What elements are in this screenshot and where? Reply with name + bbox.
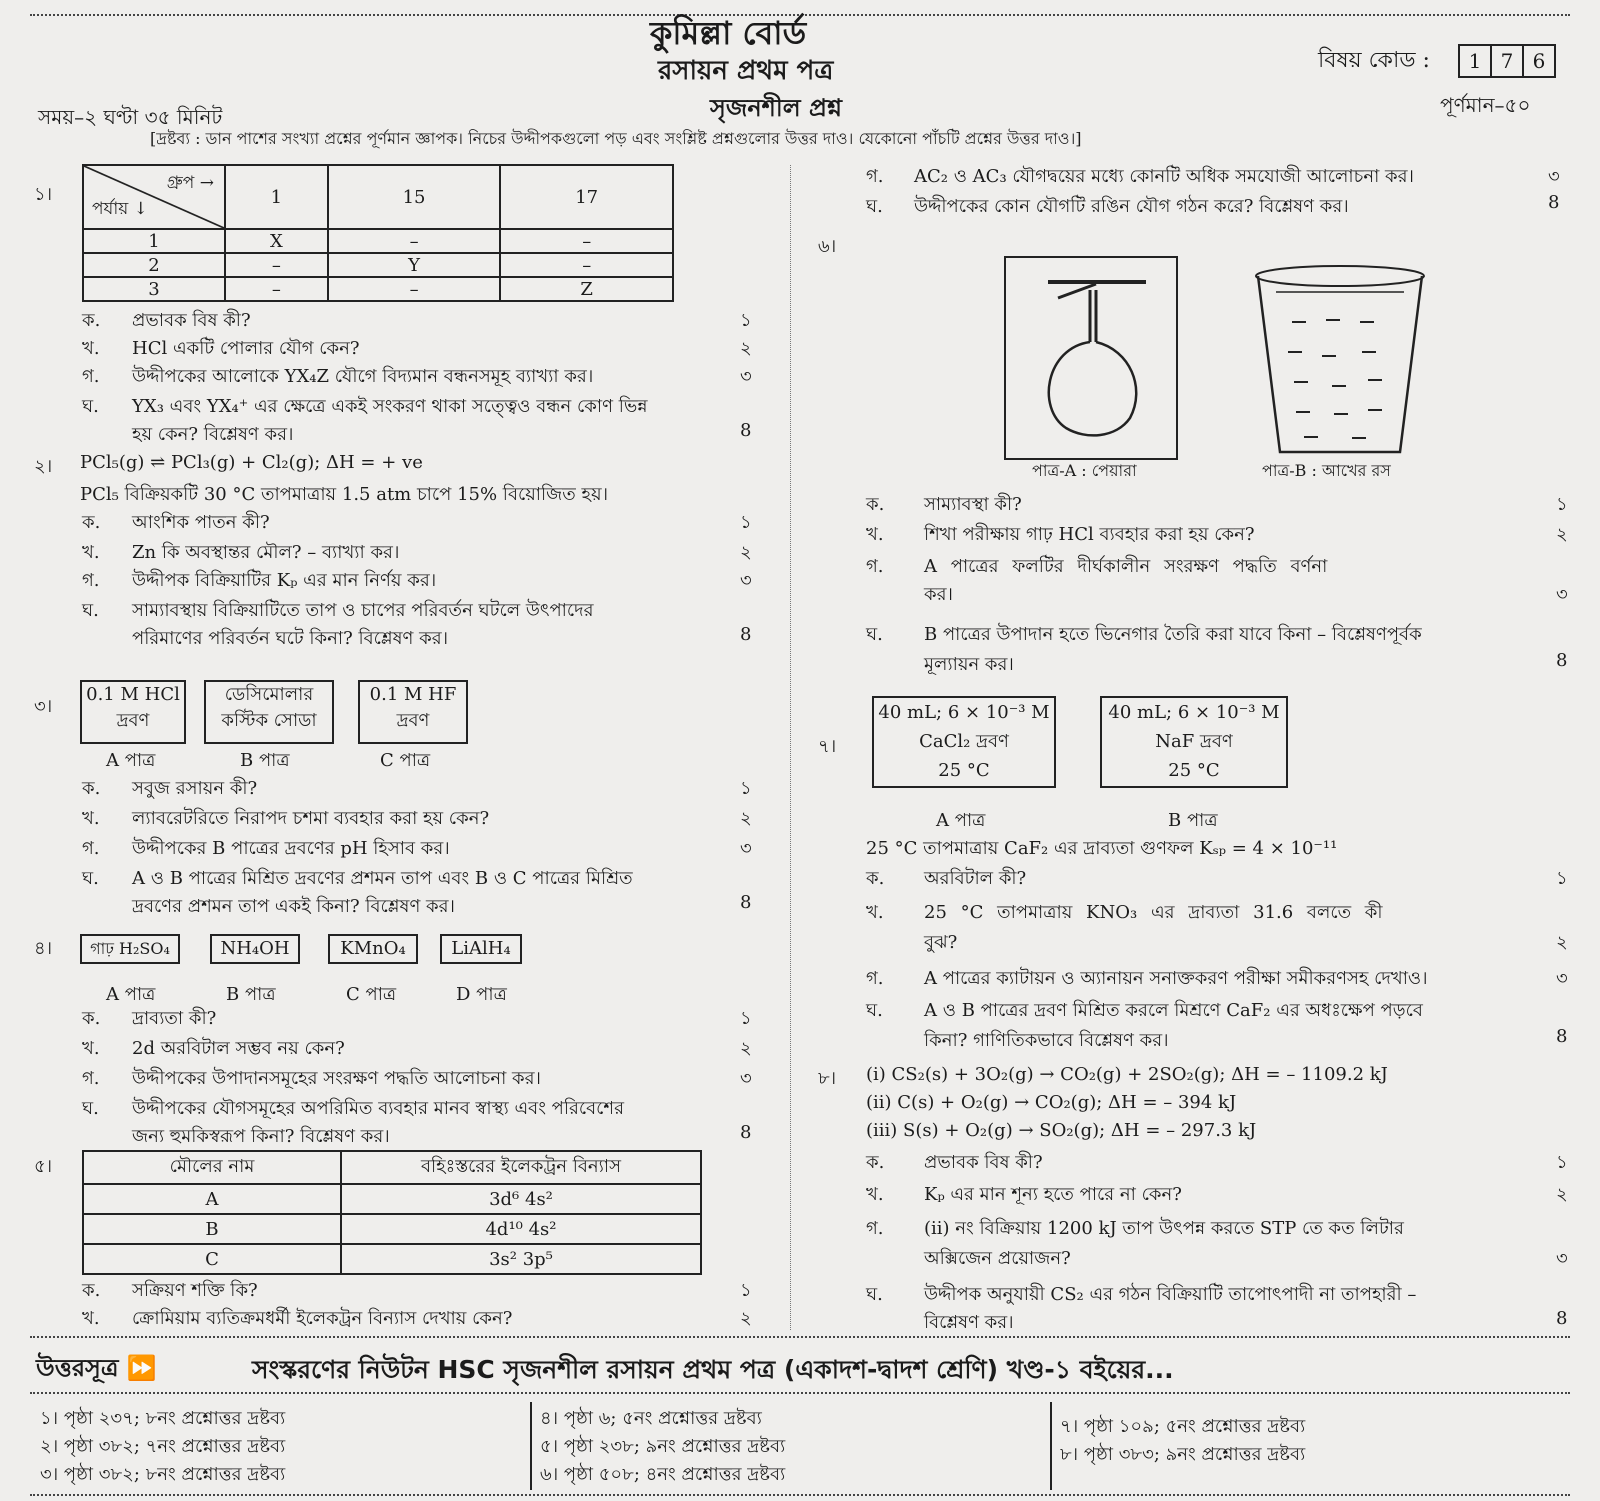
thermo-equation: (iii) S(s) + O₂(g) → SO₂(g); ΔH = – 297.3 kJ bbox=[866, 1120, 1257, 1141]
container-box-c bbox=[358, 680, 468, 744]
part-label: খ. bbox=[82, 338, 100, 359]
part-mark: ২ bbox=[740, 1038, 752, 1059]
part-text: A পাত্রের ফলটির দীর্ঘকালীন সংরক্ষণ পদ্ধতি বর্ণনা bbox=[924, 556, 1328, 577]
table-cell: B bbox=[83, 1214, 341, 1244]
box-caption: C পাত্র bbox=[380, 750, 431, 771]
part-mark: ৩ bbox=[740, 366, 752, 387]
part-mark: ২ bbox=[740, 338, 752, 359]
column-header: বহিঃস্তরের ইলেকট্রন বিন্যাস bbox=[341, 1151, 701, 1184]
solution-box-a bbox=[872, 696, 1056, 788]
subject-code-boxes bbox=[1458, 44, 1556, 78]
part-label: খ. bbox=[866, 1184, 884, 1205]
part-mark: ২ bbox=[740, 1308, 752, 1329]
part-label: খ. bbox=[82, 1308, 100, 1329]
table-cell: – bbox=[328, 229, 501, 253]
part-mark: ২ bbox=[1556, 1184, 1568, 1205]
part-mark: 8 bbox=[740, 892, 752, 913]
box-line: 40 mL; 6 × 10⁻³ M bbox=[878, 702, 1050, 723]
answer-ref-item: ৩। পৃষ্ঠা ৩৮২; ৮নং প্রশ্নোত্তর দ্রষ্টব্য bbox=[40, 1464, 286, 1485]
footer-divider bbox=[1050, 1402, 1052, 1490]
table-cell: 3d⁶ 4s² bbox=[341, 1184, 701, 1214]
instruction-note: [দ্রষ্টব্য : ডান পাশের সংখ্যা প্রশ্নের পূর্ণমান জ্ঞাপক। নিচের উদ্দীপকগুলো পড় এবং সংশ্লিষ্ট প্রশ্নগুলোর উত্তর দাও। যেকোনো পাঁচটি প্রশ্নের উত্তর দাও।] bbox=[150, 129, 1082, 148]
part-text: প্রভাবক বিষ কী? bbox=[924, 1152, 1043, 1173]
part-text-cont: জন্য হুমকিস্বরূপ কিনা? বিশ্লেষণ কর। bbox=[132, 1126, 390, 1147]
table-cell: Y bbox=[328, 253, 501, 277]
box-caption: B পাত্র bbox=[1168, 810, 1218, 831]
answer-ref-item: ৬। পৃষ্ঠা ৫০৮; ৪নং প্রশ্নোত্তর দ্রষ্টব্য bbox=[540, 1464, 786, 1485]
part-mark: ১ bbox=[740, 512, 752, 533]
column-header: মৌলের নাম bbox=[83, 1151, 341, 1184]
answer-ref-item: ১। পৃষ্ঠা ২৩৭; ৮নং প্রশ্নোত্তর দ্রষ্টব্য bbox=[40, 1408, 286, 1429]
part-mark: ৩ bbox=[740, 838, 752, 859]
table-cell: 2 bbox=[83, 253, 225, 277]
part-text: A পাত্রের ক্যাটায়ন ও অ্যানায়ন সনাক্তকরণ পরীক্ষা সমীকরণসহ দেখাও। bbox=[924, 968, 1428, 989]
box-line: 25 °C bbox=[1168, 760, 1220, 781]
part-text: YX₃ এবং YX₄⁺ এর ক্ষেত্রে একই সংকরণ থাকা সত্ত্বেও বন্ধন কোণ ভিন্ন bbox=[132, 396, 648, 417]
part-mark: ১ bbox=[1556, 868, 1568, 889]
table-cell: A bbox=[83, 1184, 341, 1214]
answer-ref-item: ৭। পৃষ্ঠা ১০৯; ৫নং প্রশ্নোত্তর দ্রষ্টব্য bbox=[1060, 1416, 1306, 1437]
part-text: A ও B পাত্রের মিশ্রিত দ্রবণের প্রশমন তাপ এবং B ও C পাত্রের মিশ্রিত bbox=[132, 868, 633, 889]
part-label: গ. bbox=[866, 968, 884, 989]
question-number: ৬। bbox=[818, 236, 837, 257]
part-text: আংশিক পাতন কী? bbox=[132, 512, 270, 533]
table-cell: – bbox=[225, 253, 328, 277]
subject-code-label: বিষয় কোড : bbox=[1318, 48, 1430, 73]
part-mark: ২ bbox=[1556, 524, 1568, 545]
part-text: Kₚ এর মান শূন্য হতে পারে না কেন? bbox=[924, 1184, 1182, 1205]
part-label: ঘ. bbox=[82, 1098, 99, 1119]
part-text-cont: পরিমাণের পরিবর্তন ঘটে কিনা? বিশ্লেষণ কর। bbox=[132, 628, 449, 649]
part-text: AC₂ ও AC₃ যৌগদ্বয়ের মধ্যে কোনটি অধিক সমযোজী আলোচনা কর। bbox=[914, 166, 1414, 187]
answer-ref-item: ৮। পৃষ্ঠা ৩৮৩; ৯নং প্রশ্নোত্তর দ্রষ্টব্য bbox=[1060, 1444, 1306, 1465]
part-text: অরবিটাল কী? bbox=[924, 868, 1027, 889]
part-label: ক. bbox=[866, 1152, 885, 1173]
part-text: উদ্দীপক বিক্রিয়াটির Kₚ এর মান নির্ণয় কর। bbox=[132, 570, 437, 591]
part-label: গ. bbox=[866, 166, 884, 187]
table-cell: – bbox=[500, 229, 673, 253]
part-label: ঘ. bbox=[866, 1284, 883, 1305]
part-label: গ. bbox=[82, 1068, 100, 1089]
box-line: NH₄OH bbox=[220, 938, 290, 959]
part-text: উদ্দীপক অনুযায়ী CS₂ এর গঠন বিক্রিয়াটি তাপোৎপাদী না তাপহারী – bbox=[924, 1284, 1417, 1305]
part-label: খ. bbox=[866, 902, 884, 923]
part-text-cont: বুঝ? bbox=[924, 932, 958, 953]
part-text-cont: মূল্যায়ন কর। bbox=[924, 654, 1014, 675]
part-text: ল্যাবরেটরিতে নিরাপদ চশমা ব্যবহার করা হয় কেন? bbox=[132, 808, 490, 829]
answer-ref-item: ২। পৃষ্ঠা ৩৮২; ৭নং প্রশ্নোত্তর দ্রষ্টব্য bbox=[40, 1436, 286, 1457]
part-text: উদ্দীপকের যৌগসমূহের অপরিমিত ব্যবহার মানব স্বাস্থ্য এবং পরিবেশের bbox=[132, 1098, 624, 1119]
part-mark: ১ bbox=[740, 310, 752, 331]
figure-caption: পাত্র-B : আখের রস bbox=[1262, 461, 1391, 480]
box-caption: D পাত্র bbox=[456, 984, 507, 1005]
table-cell: – bbox=[328, 277, 501, 301]
part-mark: 8 bbox=[1556, 1026, 1568, 1047]
question-number: ৪। bbox=[34, 938, 53, 959]
column-divider bbox=[790, 165, 791, 1330]
part-text: উদ্দীপকের B পাত্রের দ্রবণের pH হিসাব কর। bbox=[132, 838, 450, 859]
table-cell: C bbox=[83, 1244, 341, 1274]
box-line: 25 °C bbox=[938, 760, 990, 781]
footer-rule-top bbox=[30, 1336, 1570, 1338]
part-text-cont: হয় কেন? বিশ্লেষণ কর। bbox=[132, 424, 294, 445]
part-text-cont: অক্সিজেন প্রয়োজন? bbox=[924, 1248, 1071, 1269]
box-line: KMnO₄ bbox=[340, 938, 406, 959]
part-text: HCl একটি পোলার যৌগ কেন? bbox=[132, 338, 360, 359]
question-number: ৭। bbox=[818, 736, 837, 757]
part-label: ক. bbox=[82, 778, 101, 799]
part-mark: ৩ bbox=[1556, 1248, 1568, 1269]
part-text: Zn কি অবস্থান্তর মৌল? – ব্যাখ্যা কর। bbox=[132, 542, 400, 563]
part-text: (ii) নং বিক্রিয়ায় 1200 kJ তাপ উৎপন্ন করতে STP তে কত লিটার bbox=[924, 1218, 1404, 1239]
answer-reference-title: সংস্করণের নিউটন HSC সৃজনশীল রসায়ন প্রথম পত্র (একাদশ-দ্বাদশ শ্রেণি) খণ্ড-১ বইয়ের... bbox=[252, 1355, 1174, 1384]
box-line: 40 mL; 6 × 10⁻³ M bbox=[1108, 702, 1280, 723]
part-label: ঘ. bbox=[82, 600, 99, 621]
table-cell: Z bbox=[500, 277, 673, 301]
part-label: খ. bbox=[866, 524, 884, 545]
part-mark: 8 bbox=[740, 624, 752, 645]
part-label: খ. bbox=[82, 1038, 100, 1059]
part-text-cont: কর। bbox=[924, 584, 953, 605]
question-stem: 25 °C তাপমাত্রায় CaF₂ এর দ্রাব্যতা গুণফল Kₛₚ = 4 × 10⁻¹¹ bbox=[866, 838, 1338, 859]
box-caption: A পাত্র bbox=[106, 750, 156, 771]
part-mark: 8 bbox=[740, 420, 752, 441]
part-mark: 8 bbox=[1556, 1308, 1568, 1329]
part-label: গ. bbox=[866, 556, 884, 577]
part-text-cont: বিশ্লেষণ কর। bbox=[924, 1312, 1014, 1333]
part-mark: ৩ bbox=[1548, 166, 1560, 187]
figure-caption: পাত্র-A : পেয়ারা bbox=[1032, 461, 1137, 480]
box-caption: B পাত্র bbox=[240, 750, 290, 771]
part-label: ক. bbox=[866, 868, 885, 889]
container-box-b bbox=[210, 934, 300, 964]
part-mark: ৩ bbox=[740, 1068, 752, 1089]
part-label: গ. bbox=[82, 366, 100, 387]
column-header: 1 bbox=[225, 165, 328, 229]
period-header: পর্যায় ↓ bbox=[92, 199, 148, 219]
subject-code-digit: 1 bbox=[1458, 44, 1492, 78]
part-text: সাম্যাবস্থায় বিক্রিয়াটিতে তাপ ও চাপের পরিবর্তন ঘটলে উৎপাদের bbox=[132, 600, 594, 621]
part-text: A ও B পাত্রের দ্রবণ মিশ্রিত করলে মিশ্রণে CaF₂ এর অধঃক্ষেপ পড়বে bbox=[924, 1000, 1423, 1021]
electron-config-table bbox=[82, 1150, 702, 1275]
table-cell: 1 bbox=[83, 229, 225, 253]
part-label: খ. bbox=[82, 808, 100, 829]
footer-rule-mid bbox=[30, 1392, 1570, 1394]
table-cell: – bbox=[500, 253, 673, 277]
part-label: গ. bbox=[82, 838, 100, 859]
table-cell: X bbox=[225, 229, 328, 253]
part-label: ঘ. bbox=[866, 1000, 883, 1021]
answer-ref-item: ৫। পৃষ্ঠা ২৩৮; ৯নং প্রশ্নোত্তর দ্রষ্টব্য bbox=[540, 1436, 786, 1457]
table-cell: 3 bbox=[83, 277, 225, 301]
part-text: দ্রাব্যতা কী? bbox=[132, 1008, 217, 1029]
part-label: ঘ. bbox=[82, 396, 99, 417]
part-text: শিখা পরীক্ষায় গাঢ় HCl ব্যবহার করা হয় কেন? bbox=[924, 524, 1255, 545]
part-mark: ১ bbox=[740, 778, 752, 799]
part-label: গ. bbox=[82, 570, 100, 591]
part-label: গ. bbox=[866, 1218, 884, 1239]
container-box-c bbox=[328, 934, 418, 964]
part-mark: ১ bbox=[740, 1008, 752, 1029]
part-mark: 8 bbox=[740, 1122, 752, 1143]
footer-rule-bottom bbox=[30, 1494, 1570, 1496]
part-text-cont: দ্রবণের প্রশমন তাপ একই কিনা? বিশ্লেষণ কর। bbox=[132, 896, 455, 917]
part-label: ঘ. bbox=[866, 196, 883, 217]
part-mark: ১ bbox=[1556, 1152, 1568, 1173]
part-text: উদ্দীপকের উপাদানসমূহের সংরক্ষণ পদ্ধতি আলোচনা কর। bbox=[132, 1068, 541, 1089]
part-label: ক. bbox=[82, 310, 101, 331]
board-title: কুমিল্লা বোর্ড bbox=[650, 14, 807, 52]
box-line: দ্রবণ bbox=[396, 710, 430, 731]
sugarcane-juice-figure bbox=[1252, 262, 1428, 462]
part-label: খ. bbox=[82, 542, 100, 563]
part-label: ক. bbox=[82, 1280, 101, 1301]
column-header: 17 bbox=[500, 165, 673, 229]
solution-box-b bbox=[1100, 696, 1288, 788]
subject-code-digit: 6 bbox=[1524, 44, 1556, 78]
part-text: উদ্দীপকের কোন যৌগটি রঙিন যৌগ গঠন করে? বিশ্লেষণ কর। bbox=[914, 196, 1349, 217]
full-marks: পূর্ণমান–৫০ bbox=[1440, 93, 1531, 117]
box-line: LiAlH₄ bbox=[451, 938, 511, 959]
part-label: ক. bbox=[82, 1008, 101, 1029]
part-text-cont: কিনা? গাণিতিকভাবে বিশ্লেষণ কর। bbox=[924, 1030, 1169, 1051]
box-line: 0.1 M HF bbox=[369, 684, 457, 705]
box-line: CaCl₂ দ্রবণ bbox=[919, 731, 1009, 752]
part-mark: 8 bbox=[1556, 650, 1568, 671]
container-box-b bbox=[204, 680, 334, 744]
question-number: ৫। bbox=[34, 1156, 53, 1177]
part-mark: ৩ bbox=[1556, 968, 1568, 989]
part-text: B পাত্রের উপাদান হতে ভিনেগার তৈরি করা যাবে কিনা – বিশ্লেষণপূর্বক bbox=[924, 624, 1422, 645]
part-mark: ২ bbox=[740, 808, 752, 829]
box-line: গাঢ় H₂SO₄ bbox=[90, 939, 170, 958]
part-mark: ২ bbox=[740, 542, 752, 563]
part-label: ক. bbox=[82, 512, 101, 533]
thermo-equation: (ii) C(s) + O₂(g) → CO₂(g); ΔH = – 394 kJ bbox=[866, 1092, 1237, 1113]
group-header: গ্রুপ → bbox=[166, 173, 214, 193]
reaction-equation: PCl₅(g) ⇌ PCl₃(g) + Cl₂(g); ΔH = + ve bbox=[80, 452, 423, 473]
table-cell: 4d¹⁰ 4s² bbox=[341, 1214, 701, 1244]
guava-icon bbox=[1006, 258, 1176, 458]
part-text: সবুজ রসায়ন কী? bbox=[132, 778, 258, 799]
part-text: উদ্দীপকের আলোকে YX₄Z যৌগে বিদ্যমান বন্ধনসমূহ ব্যাখ্যা কর। bbox=[132, 366, 594, 387]
part-text: সাম্যাবস্থা কী? bbox=[924, 494, 1022, 515]
part-text: 25 °C তাপমাত্রায় KNO₃ এর দ্রাব্যতা 31.6 বলতে কী bbox=[924, 902, 1383, 923]
box-caption: C পাত্র bbox=[346, 984, 397, 1005]
part-mark: ৩ bbox=[1556, 584, 1568, 605]
part-text: সক্রিয়ণ শক্তি কি? bbox=[132, 1280, 258, 1301]
container-box-d bbox=[440, 934, 522, 964]
part-mark: ১ bbox=[740, 1280, 752, 1301]
table-header-corner bbox=[83, 165, 225, 229]
beaker-icon bbox=[1252, 262, 1428, 462]
box-line: NaF দ্রবণ bbox=[1155, 731, 1233, 752]
answer-ref-item: ৪। পৃষ্ঠা ৬; ৫নং প্রশ্নোত্তর দ্রষ্টব্য bbox=[540, 1408, 762, 1429]
part-text: ক্রোমিয়াম ব্যতিক্রমধর্মী ইলেকট্রন বিন্যাস দেখায় কেন? bbox=[132, 1308, 513, 1329]
box-caption: A পাত্র bbox=[106, 984, 156, 1005]
box-caption: A পাত্র bbox=[936, 810, 986, 831]
box-line: ডেসিমোলার bbox=[224, 684, 314, 705]
question-number: ২। bbox=[34, 456, 53, 477]
box-line: 0.1 M HCl bbox=[86, 684, 180, 705]
paper-title: রসায়ন প্রথম পত্র bbox=[658, 56, 834, 86]
part-mark: ৩ bbox=[740, 570, 752, 591]
part-label: ক. bbox=[866, 494, 885, 515]
guava-figure bbox=[1004, 256, 1178, 460]
answer-reference-label: উত্তরসূত্র ⏩ bbox=[36, 1354, 157, 1382]
container-box-a bbox=[80, 934, 180, 964]
question-stem: PCl₅ বিক্রিয়কটি 30 °C তাপমাত্রায় 1.5 atm চাপে 15% বিয়োজিত হয়। bbox=[80, 484, 609, 505]
subject-code-digit: 7 bbox=[1492, 44, 1524, 78]
part-label: ঘ. bbox=[866, 624, 883, 645]
box-line: কস্টিক সোডা bbox=[221, 710, 317, 731]
question-number: ৩। bbox=[34, 696, 53, 717]
container-box-a bbox=[80, 680, 186, 744]
exam-time: সময়–২ ঘণ্টা ৩৫ মিনিট bbox=[38, 105, 223, 129]
periodic-table bbox=[82, 164, 674, 302]
part-text: প্রভাবক বিষ কী? bbox=[132, 310, 251, 331]
footer-divider bbox=[530, 1402, 532, 1490]
question-number: ১। bbox=[34, 184, 53, 205]
column-header: 15 bbox=[328, 165, 501, 229]
paper-type: সৃজনশীল প্রশ্ন bbox=[710, 93, 842, 122]
part-mark: 8 bbox=[1548, 192, 1560, 213]
box-line: দ্রবণ bbox=[116, 710, 150, 731]
part-mark: ১ bbox=[1556, 494, 1568, 515]
part-label: ঘ. bbox=[82, 868, 99, 889]
thermo-equation: (i) CS₂(s) + 3O₂(g) → CO₂(g) + 2SO₂(g); ΔH = – 1109.2 kJ bbox=[866, 1064, 1388, 1085]
table-cell: – bbox=[225, 277, 328, 301]
box-caption: B পাত্র bbox=[226, 984, 276, 1005]
part-text: 2d অরবিটাল সম্ভব নয় কেন? bbox=[132, 1038, 345, 1059]
part-mark: ২ bbox=[1556, 932, 1568, 953]
table-cell: 3s² 3p⁵ bbox=[341, 1244, 701, 1274]
question-number: ৮। bbox=[818, 1068, 837, 1089]
